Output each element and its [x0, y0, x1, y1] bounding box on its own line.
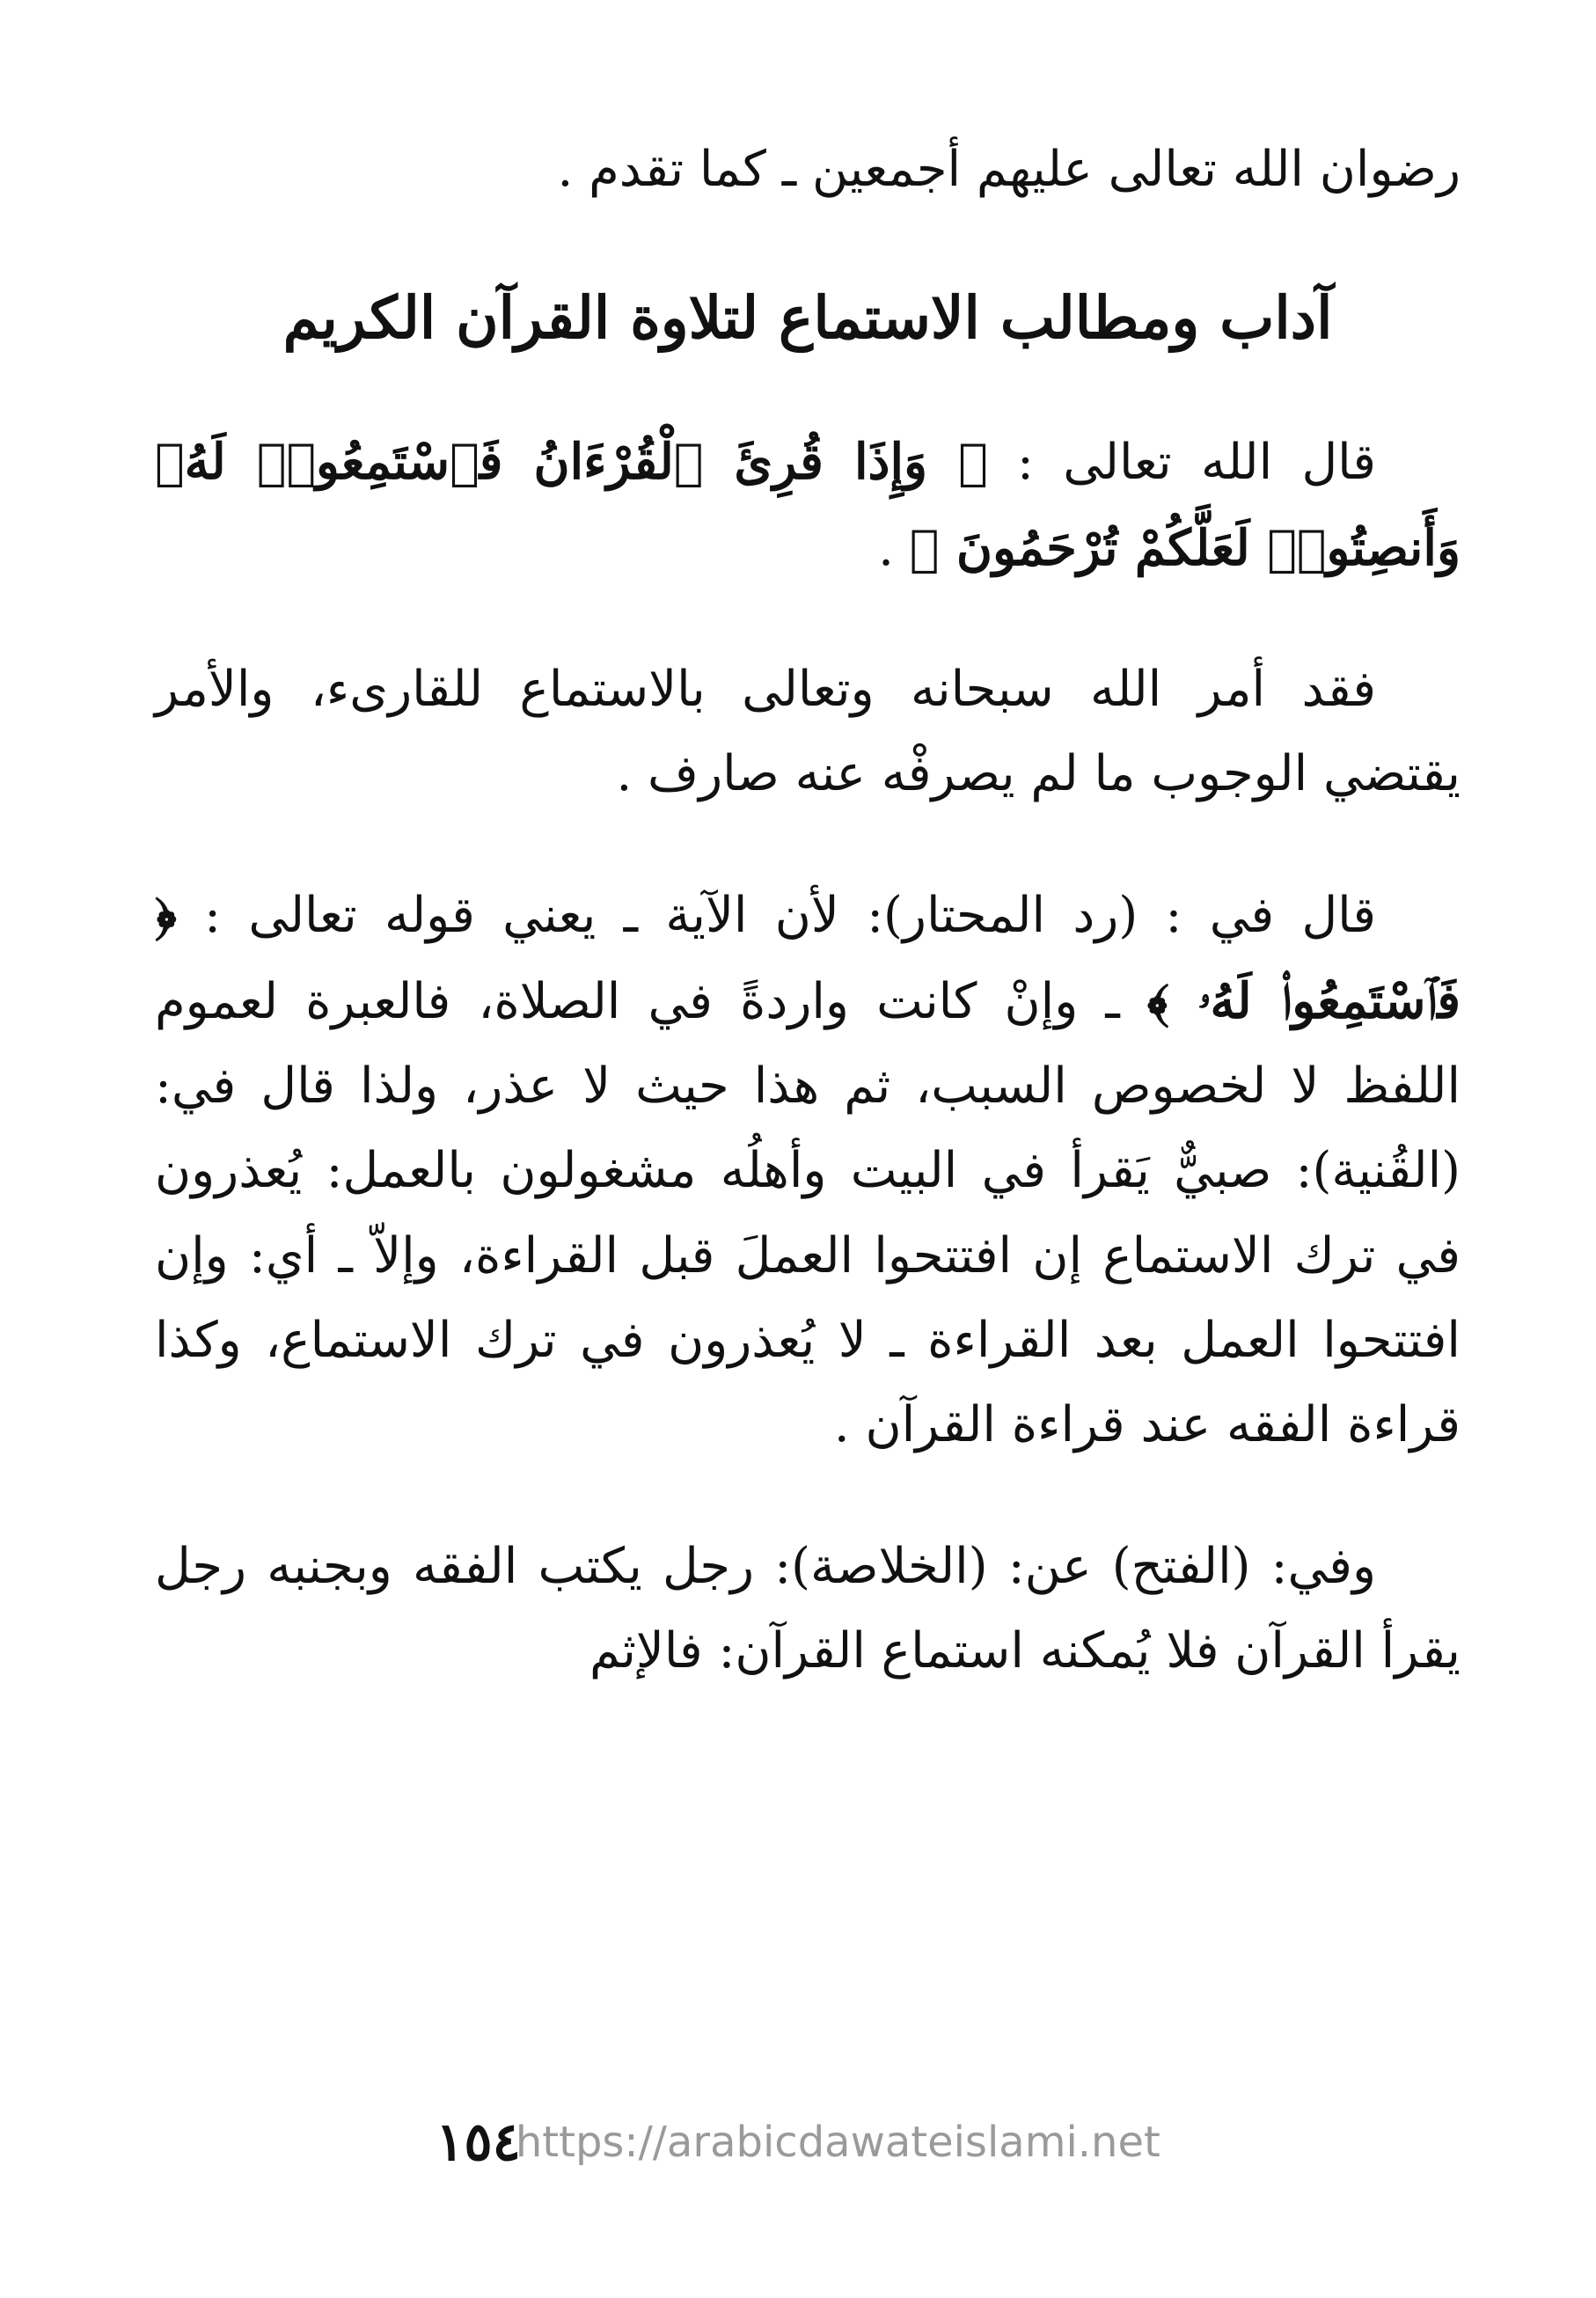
- paragraph-3: [155, 873, 1461, 1467]
- paragraph-1-tail: .: [878, 519, 910, 577]
- page-number: ١٥٤: [436, 2111, 521, 2173]
- paragraph-1-lead: قال الله تعالى :: [987, 434, 1376, 492]
- website-url[interactable]: https://arabicdawateislami.net: [515, 2118, 1160, 2167]
- quran-verse-2: ﴿ فَٱسْتَمِعُوا۟ لَهُۥ ﴾: [155, 886, 1461, 1030]
- opening-line: رضوان الله تعالى عليهم أجمعين ـ كما تقدم .: [557, 141, 1461, 198]
- paragraph-4: وفي: (الفتح) عن: (الخلاصة): رجل يكتب الفقه وبجنبه رجل يقرأ القرآن فلا يُمكنه استماع القرآن: فالإثم: [155, 1537, 1461, 1680]
- page-footer: [0, 2111, 1596, 2182]
- paragraph-1: [155, 420, 1461, 591]
- book-page: [155, 132, 1461, 1750]
- paragraph-3-lead: قال في : (رد المحتار): لأن الآية ـ يعني قوله تعالى :: [176, 887, 1376, 945]
- paragraph-3-tail: ـ وإنْ كانت واردةً في الصلاة، فالعبرة لعموم اللفظ لا لخصوص السبب، ثم هذا حيث لا عذر، ولذا قال في: (القُنية): صبيٌّ يَقرأ في البيت وأهلُه مشغولون بالعمل: يُعذرون في ترك الاستماع إن افتتحوا العملَ قبل القراءة، وإلاّ ـ أي: وإن افتتحوا العمل بعد القراءة ـ لا يُعذرون في ترك الاستماع، وكذا قراءة الفقه عند قراءة القرآن .: [155, 972, 1461, 1454]
- section-heading: آداب ومطالب الاستماع لتلاوة القرآن الكريم: [282, 282, 1333, 352]
- paragraph-2: فقد أمر الله سبحانه وتعالى بالاستماع للقارىء، والأمر يقتضي الوجوب ما لم يصرفْه عنه صارف .: [155, 660, 1461, 803]
- quran-verse-1: ﴿ وَإِذَا قُرِئَ ٱلْقُرْءَانُ فَٱسْتَمِعُوا۟ لَهُۥ وَأَنصِتُوا۟ لَعَلَّكُمْ تُرْحَمُونَ ﴾: [155, 433, 1461, 577]
